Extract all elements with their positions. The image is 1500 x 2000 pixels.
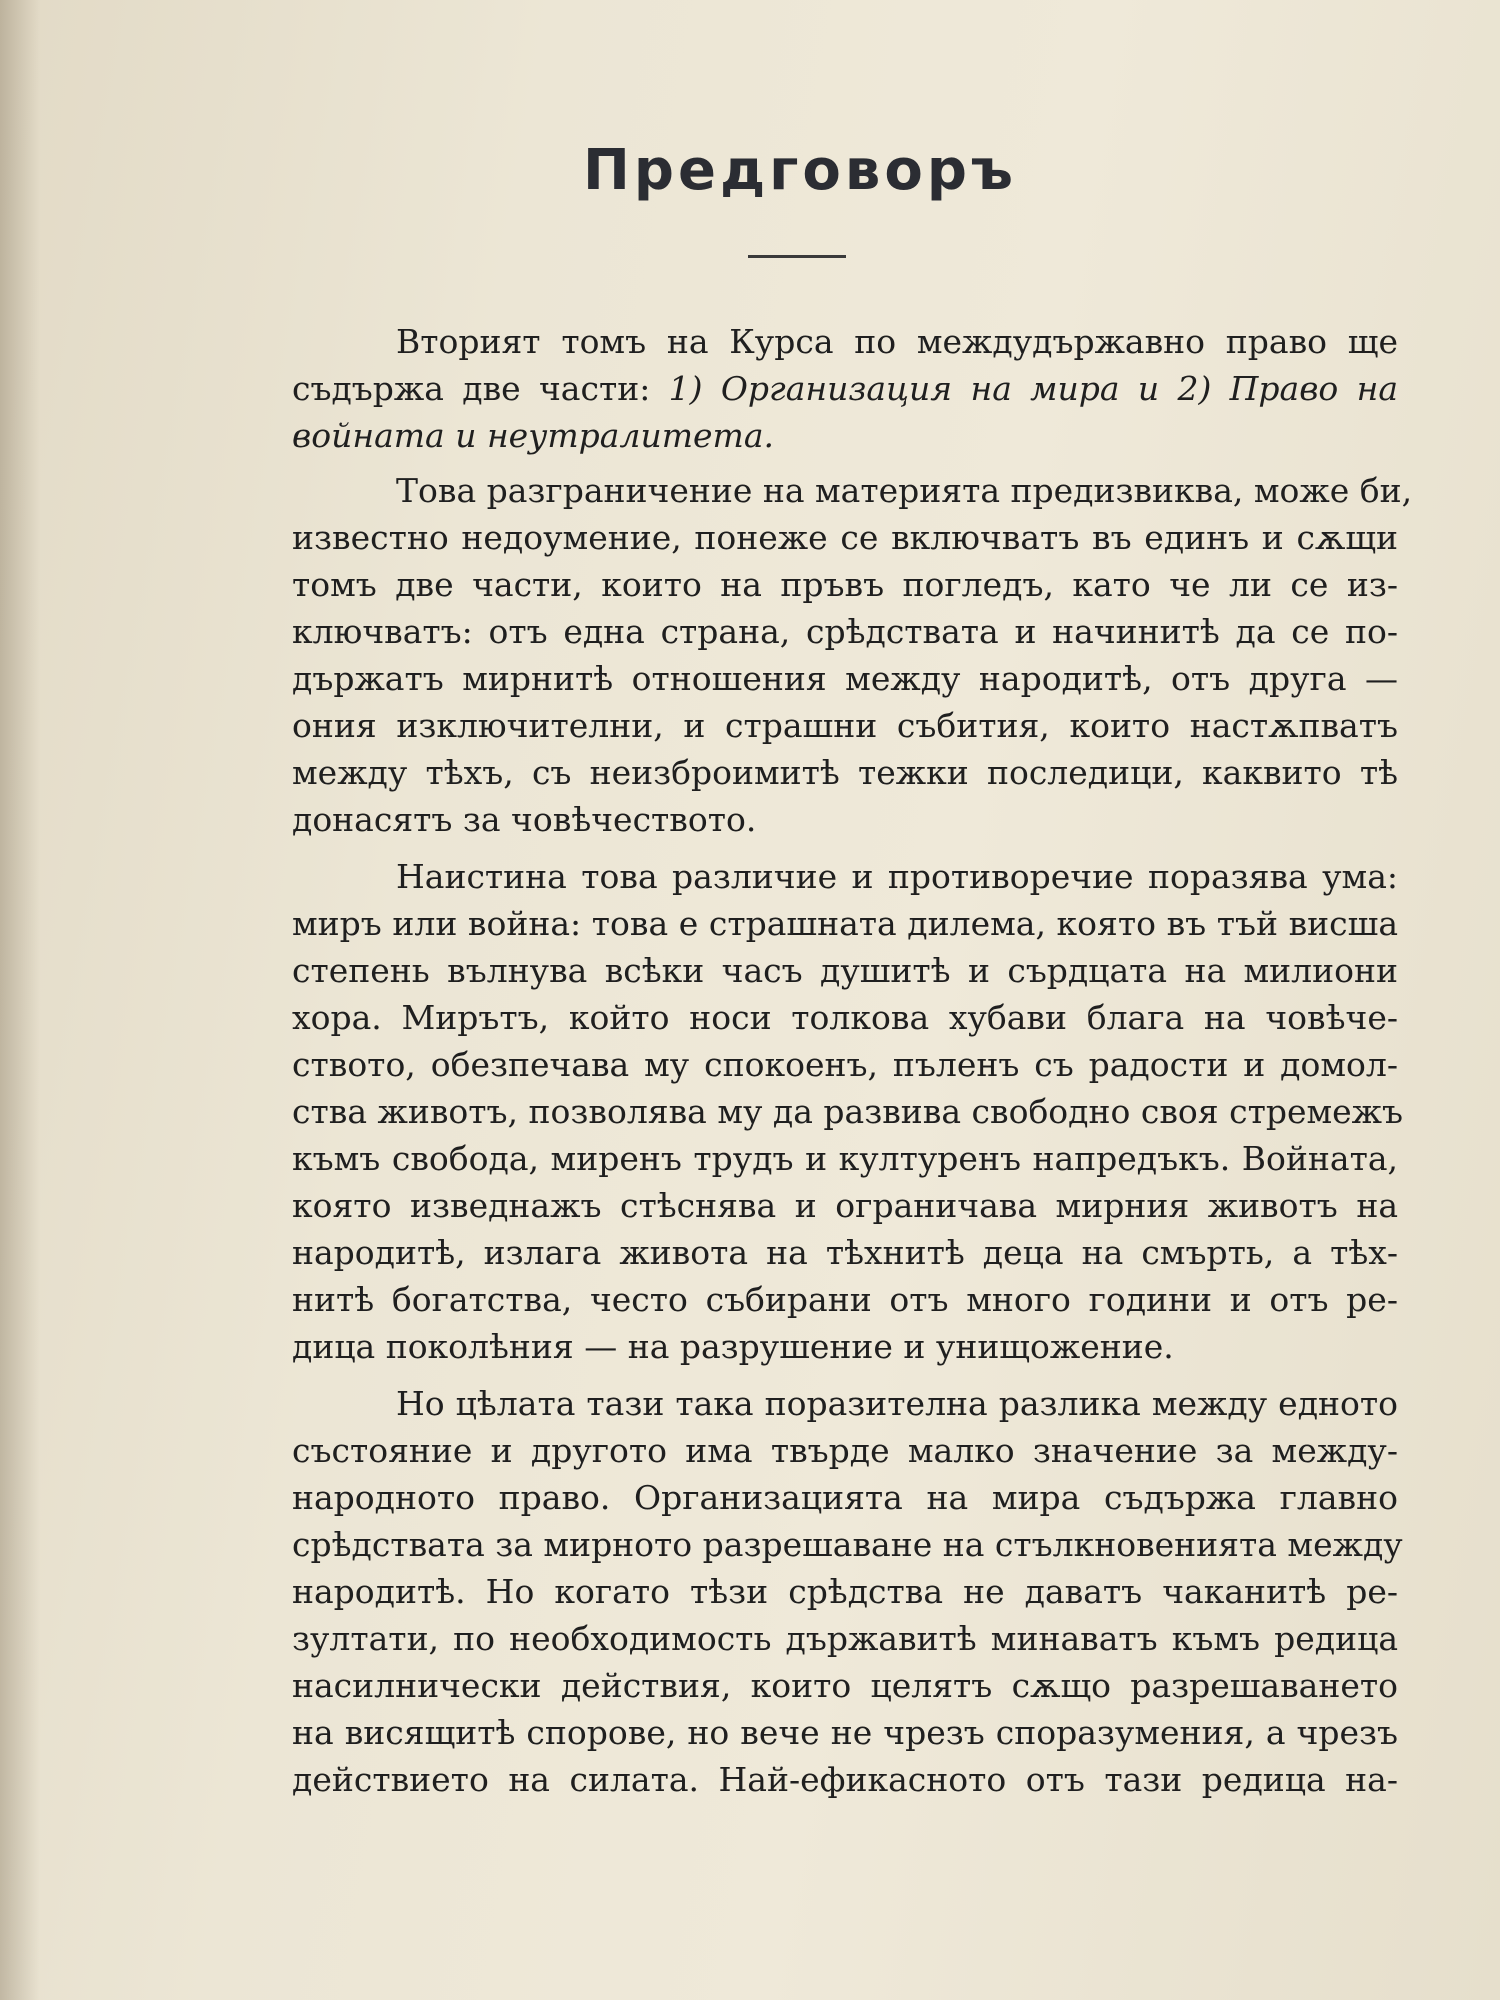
title-divider [748,255,846,258]
text-line: известно недоумение, понеже се включватъ въ единъ и сѫщи [292,518,1398,557]
text-line: степень вълнува всѣки часъ душитѣ и сърдцата на милиони [292,951,1398,990]
text-line: томъ две части, които на пръвъ погледъ, като че ли се из- [292,565,1398,604]
paragraph-2 [188,467,1413,843]
paragraph-3 [188,853,1404,1370]
text-line: дица поколѣния — на разрушение и унищожение. [292,1327,1174,1366]
text-line: хора. Мирътъ, който носи толкова хубави блага на човѣче- [292,998,1398,1037]
text-line: народитѣ, излага живота на тѣхнитѣ деца на смърть, а тѣх- [292,1233,1398,1272]
text-line-part: съдържа две части: [292,369,651,408]
text-line: народното право. Организацията на мира съдържа главно [292,1478,1398,1517]
text-line: ства животъ, позволява му да развива свободно своя стремежъ [292,1092,1404,1131]
text-line: народитѣ. Но когато тѣзи срѣдства не даватъ чаканитѣ ре- [292,1572,1398,1611]
text-line: насилнически действия, които целятъ сѫщо разрешаването [292,1666,1398,1705]
text-line: срѣдствата за мирното разрешаване на стълкновенията между [292,1525,1403,1564]
text-line: миръ или война: това е страшната дилема, която въ тъй висша [292,904,1398,943]
text-line: състояние и другото има твърде малко значение за между- [292,1431,1398,1470]
text-line: ония изключителни, и страшни събития, които настѫпватъ [292,706,1398,745]
text-line: ключватъ: отъ една страна, срѣдствата и начинитѣ да се по- [292,612,1398,651]
text-line: нитѣ богатства, често събирани отъ много години и отъ ре- [292,1280,1398,1319]
text-line: Но цѣлата тази така поразителна разлика между едното [396,1384,1398,1423]
page-title: Предговоръ [583,138,1017,203]
text-line: донасятъ за човѣчеството. [292,800,757,839]
body-text [188,318,1413,1813]
text-line: Вторият томъ на Курса по междудържавно право ще [396,322,1398,361]
text-line: къмъ свобода, миренъ трудъ и културенъ напредъкъ. Войната, [292,1139,1398,1178]
text-line: Наистина това различие и противоречие поразява ума: [396,857,1398,896]
text-line: действието на силата. Най-ефикасното отъ тази редица на- [292,1760,1398,1799]
text-line: Това разграничение на материята предизвиква, може би, [396,471,1413,510]
paragraph-1 [188,318,1398,459]
page-edge-shadow [0,0,40,2000]
text-line: ството, обезпечава му спокоенъ, пъленъ съ радости и домол- [292,1045,1398,1084]
text-line: която изведнажъ стѣснява и ограничава мирния животъ на [292,1186,1398,1225]
text-line: между тѣхъ, съ неизброимитѣ тежки последици, каквито тѣ [292,753,1398,792]
text-line: държатъ мирнитѣ отношения между народитѣ, отъ друга — [292,659,1398,698]
italic-text: 1) Организация на мира и 2) Право на [668,369,1398,408]
text-line [188,365,1398,412]
text-line: войната и неутралитета. [292,416,774,455]
text-line: на висящитѣ спорове, но вече не чрезъ споразумения, а чрезъ [292,1713,1398,1752]
paragraph-4 [188,1380,1403,1803]
text-line: зултати, по необходимость държавитѣ минаватъ къмъ редица [292,1619,1398,1658]
